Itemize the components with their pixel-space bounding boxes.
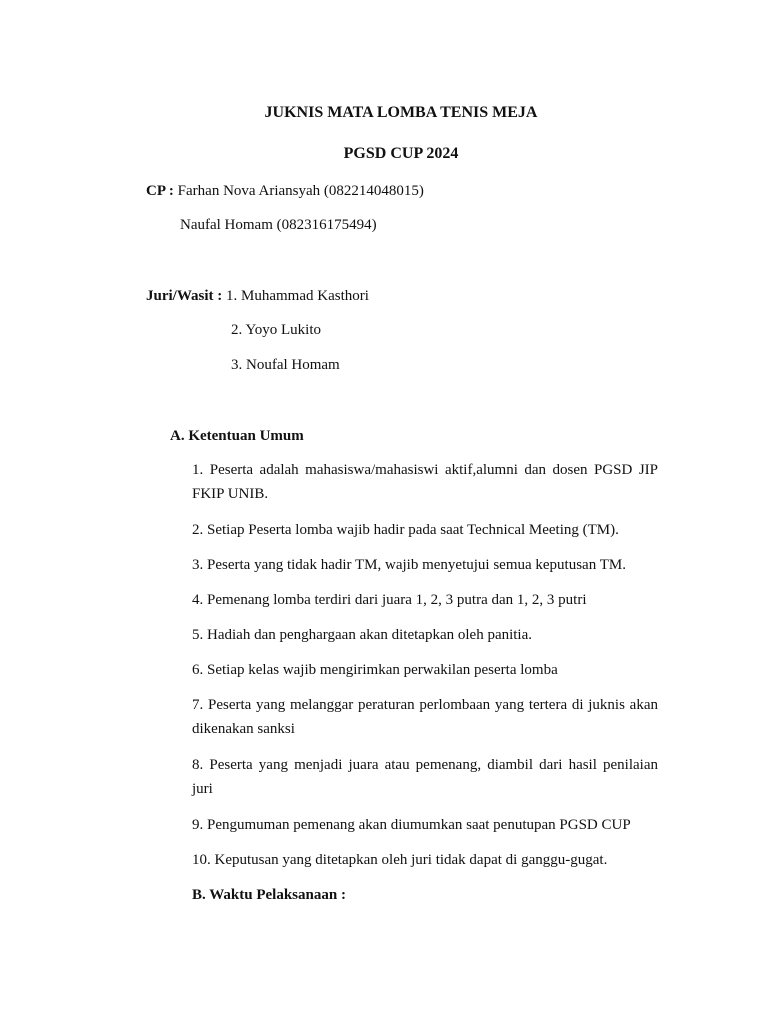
section-b-heading: B. Waktu Pelaksanaan : <box>192 887 346 903</box>
rule-item: 8. Peserta yang menjadi juara atau pemenang, diambil dari hasil penilaian juri <box>192 757 658 797</box>
judge-item: 2. Yoyo Lukito <box>231 322 322 338</box>
judge-item: 3. Noufal Homam <box>231 357 340 373</box>
rule-item: 7. Peserta yang melanggar peraturan perlombaan yang tertera di juknis akan dikenakan sanksi <box>192 697 658 737</box>
contact-secondary: Naufal Homam (082316175494) <box>180 217 377 233</box>
section-a-heading: A. Ketentuan Umum <box>170 428 304 444</box>
rule-item: 3. Peserta yang tidak hadir TM, wajib menyetujui semua keputusan TM. <box>192 557 626 573</box>
document-subtitle: PGSD CUP 2024 <box>343 145 459 162</box>
judge-item: 1. Muhammad Kasthori <box>226 288 369 304</box>
document-title: JUKNIS MATA LOMBA TENIS MEJA <box>264 104 538 121</box>
rule-item: 1. Peserta adalah mahasiswa/mahasiswi aktif,alumni dan dosen PGSD JIP FKIP UNIB. <box>192 462 658 502</box>
judges-line <box>146 284 369 308</box>
rule-item: 2. Setiap Peserta lomba wajib hadir pada saat Technical Meeting (TM). <box>192 522 619 538</box>
contact-person-line <box>146 179 424 203</box>
rule-item: 4. Pemenang lomba terdiri dari juara 1, 2, 3 putra dan 1, 2, 3 putri <box>192 592 587 608</box>
judges-label: Juri/Wasit : <box>146 288 223 304</box>
contact-primary: Farhan Nova Ariansyah (082214048015) <box>177 183 424 199</box>
rule-item: 10. Keputusan yang ditetapkan oleh juri tidak dapat di ganggu-gugat. <box>192 852 608 868</box>
rule-item: 9. Pengumuman pemenang akan diumumkan saat penutupan PGSD CUP <box>192 817 631 833</box>
contact-label: CP : <box>146 183 174 199</box>
rule-item: 5. Hadiah dan penghargaan akan ditetapkan oleh panitia. <box>192 627 533 643</box>
rule-item: 6. Setiap kelas wajib mengirimkan perwakilan peserta lomba <box>192 662 558 678</box>
